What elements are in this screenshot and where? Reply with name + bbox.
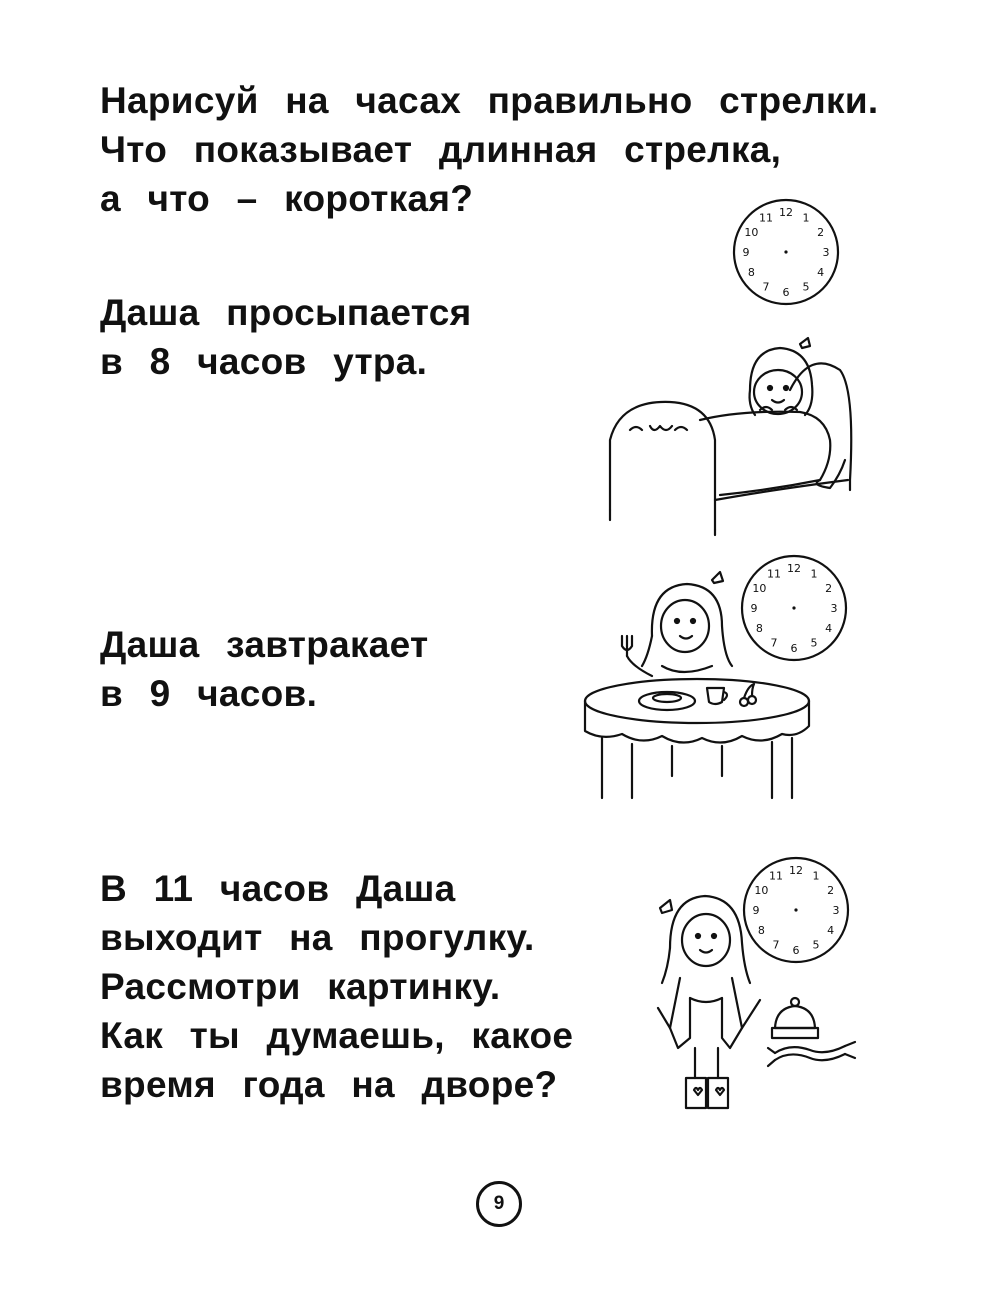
page-number: 9: [476, 1181, 522, 1227]
clock-number: 5: [812, 938, 820, 952]
clock-number: 1: [810, 567, 818, 581]
instruction-line: Что показывает длинная стрелка,: [100, 129, 782, 170]
instruction-line: а что – короткая?: [100, 178, 474, 219]
clock-number: 4: [825, 622, 833, 635]
clock-number: 6: [790, 642, 798, 655]
section-breakfast: [100, 620, 428, 718]
section-line: в 9 часов.: [100, 673, 318, 714]
clock-number: 10: [754, 884, 769, 897]
clock-number: 12: [787, 562, 801, 575]
clock-number: 9: [752, 904, 760, 917]
clock-number: 4: [827, 924, 835, 937]
girl-in-bed-illustration: [600, 330, 860, 540]
section-line: Даша завтракает: [100, 624, 429, 665]
section-line: выходит на прогулку.: [100, 917, 535, 958]
clock-number: 8: [747, 266, 755, 279]
clock-number: 3: [832, 904, 840, 917]
section-wake-up: [100, 288, 472, 386]
clock-center-dot: [784, 250, 787, 253]
girl-at-breakfast-illustration: [582, 566, 812, 806]
clock-number: 1: [812, 869, 820, 883]
clock-number: 10: [744, 226, 759, 239]
clock-number: 2: [817, 226, 825, 239]
clock-number: 9: [750, 602, 758, 615]
clock-number: 3: [830, 602, 838, 615]
section-line: В 11 часов Даша: [100, 868, 456, 909]
clock-number: 10: [752, 582, 767, 595]
clock-number: 8: [757, 924, 765, 937]
section-line: Даша просыпается: [100, 292, 472, 333]
section-line: время года на дворе?: [100, 1064, 558, 1105]
clock-number: 8: [755, 622, 763, 635]
clock-number: 12: [789, 864, 803, 877]
clock-number: 6: [782, 286, 790, 299]
clock-number: 1: [802, 211, 810, 225]
clock-number: 12: [779, 206, 793, 219]
clock-number: 7: [762, 280, 770, 294]
clock-number: 4: [817, 266, 825, 279]
section-walk: [100, 864, 573, 1109]
clock-number: 11: [759, 211, 773, 225]
clock-number: 5: [802, 280, 810, 294]
section-line: Как ты думаешь, какое: [100, 1015, 574, 1056]
clock-number: 7: [772, 938, 780, 952]
clock-number: 6: [792, 944, 800, 957]
clock-number: 2: [827, 884, 835, 897]
clock-number: 5: [810, 636, 818, 650]
girl-dressed-for-walk-illustration: [650, 888, 860, 1118]
clock-number: 2: [825, 582, 833, 595]
section-line: в 8 часов утра.: [100, 341, 428, 382]
section-line: Рассмотри картинку.: [100, 966, 501, 1007]
clock-number: 3: [822, 246, 830, 259]
clock-number: 11: [769, 869, 783, 883]
clock-number: 7: [770, 636, 778, 650]
clock-wake-up[interactable]: [730, 196, 842, 308]
instruction-line: Нарисуй на часах правильно стрелки.: [100, 80, 879, 121]
clock-number: 9: [742, 246, 750, 259]
clock-number: 11: [767, 567, 781, 581]
